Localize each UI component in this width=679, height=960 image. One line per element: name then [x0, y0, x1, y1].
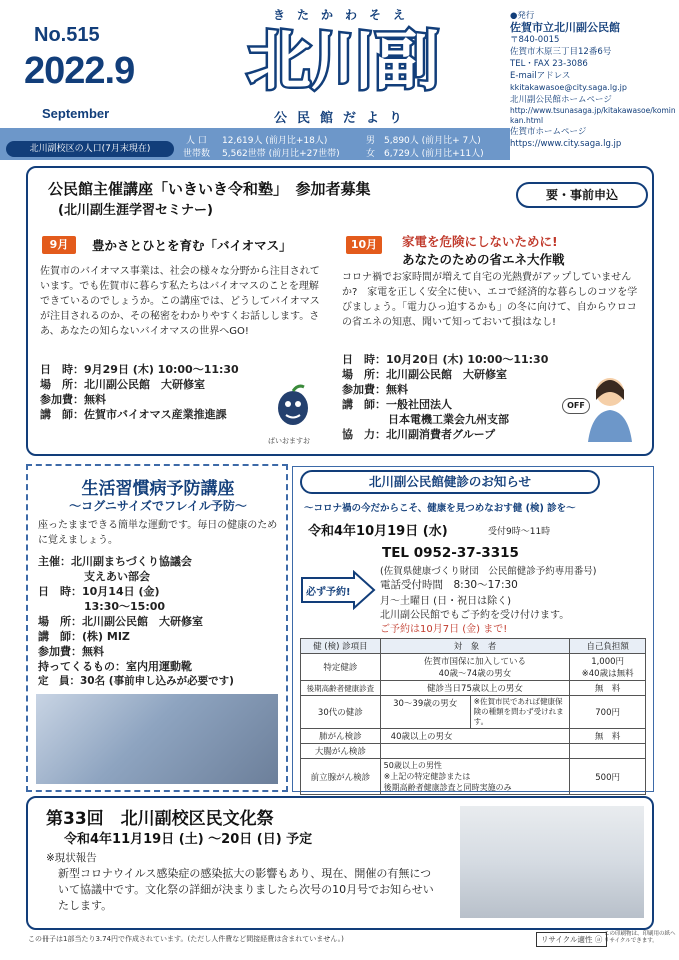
- oct-place: 北川副公民館 大研修室: [386, 368, 507, 381]
- publisher-hp-url[interactable]: http://www.tsunasaga.jp/kitakawasoe/kominkan.html: [510, 106, 676, 125]
- festival-photo: [460, 806, 644, 918]
- oct-date: 10月20日 (木) 10:00～11:30: [386, 353, 549, 366]
- male-label: 男: [366, 136, 376, 146]
- recycle-note: この印刷物は、印刷用の紙へリサイクルできます。: [604, 931, 676, 944]
- festival-title: 第33回 北川副校区民文化祭: [46, 809, 274, 829]
- publisher-postal: 〒840-0015: [510, 35, 560, 45]
- table-cell: 佐賀市国保に加入している 40歳～74歳の男女: [380, 654, 570, 681]
- newsletter-title: 北川副: [247, 25, 439, 99]
- lifestyle-lecturer: (株) MIZ: [82, 630, 130, 643]
- table-cell: 無 料: [570, 729, 646, 744]
- publisher-name: 佐賀市立北川副公民館: [510, 21, 620, 34]
- table-cell: [380, 744, 570, 759]
- lifestyle-date-1: 10月14日 (金): [82, 585, 160, 598]
- households-value: 5,562世帯 (前月比+27世帯): [222, 149, 340, 159]
- festival-body: 新型コロナウイルス感染症の感染拡大の影響もあり、現在、開催の有無について協議中です。文化祭の詳細が決まりましたら次号の10月号でお知らせいたします。: [58, 867, 434, 912]
- publisher-heading: ●発行: [510, 11, 535, 21]
- must-reserve: 必ず予約!: [306, 587, 351, 598]
- table-cell: [570, 744, 646, 759]
- sept-lecturer: 佐賀市バイオマス産業推進課: [84, 408, 227, 421]
- oct-body: コロナ禍でお家時間が増えて自宅の光熱費がアップしていませんか? 家電を正しく安全に使い、エコで経済的な暮らしのコツを学びましょう。「電力ひっ迫するかも」の冬に向けて、自からウロコの省エネの知恵、聞いて知っておいて損はなし!: [342, 272, 638, 328]
- checkup-days: 月～土曜日 (日・祝日は除く): [380, 596, 511, 607]
- lifestyle-fee-label: 参加費：: [38, 645, 82, 658]
- juku-title: 公民館主催講座「いきいき令和塾」 参加者募集: [48, 180, 371, 198]
- city-hp-url[interactable]: https://www.city.saga.lg.jp: [510, 139, 622, 149]
- biomass-mascot-icon: [268, 382, 318, 432]
- checkup-tel[interactable]: TEL 0952-37-3315: [382, 545, 519, 561]
- lifestyle-title: 生活習慣病予防講座: [81, 479, 235, 499]
- checkup-subtitle: ～コロナ禍の今だからこそ、健康を見つめなおす健 (検) 診を～: [304, 503, 576, 514]
- lifestyle-host-1: 北川副まちづくり協議会: [71, 555, 192, 568]
- sept-details: [40, 362, 300, 422]
- lifestyle-place-label: 場 所：: [38, 615, 82, 628]
- households-label: 世帯数: [183, 149, 211, 159]
- oct-fee: 無料: [386, 383, 408, 396]
- reservation-required-badge: 要・事前申込: [516, 182, 648, 208]
- lifestyle-lecturer-label: 講 師：: [38, 630, 82, 643]
- city-hp-label: 佐賀市ホームページ: [510, 127, 587, 137]
- festival-status-label: ※現状報告: [46, 852, 97, 864]
- table-row: [301, 681, 646, 696]
- newsletter-subtitle: 公民館だより: [273, 111, 412, 126]
- lifestyle-capacity: 30名 (事前申し込みが必要です): [80, 675, 234, 687]
- festival-date: 令和4年11月19日 (土) ～20日 (日) 予定: [64, 832, 313, 847]
- title-ruby: きたかわそえ: [272, 8, 417, 22]
- oct-fee-label: 参加費：: [342, 383, 386, 396]
- issue-number: No.515: [34, 24, 100, 46]
- publisher-hp-label: 北川副公民館ホームページ: [510, 95, 612, 105]
- table-cell: 特定健診: [301, 654, 381, 681]
- sept-month-tag: 9月: [42, 236, 76, 254]
- table-header-row: [301, 639, 646, 654]
- footer-cost-note: この冊子は1部当たり3.74円で作成されています。(ただし人件費など間接経費は含まれていません。): [28, 935, 344, 943]
- female-label: 女: [366, 149, 376, 159]
- mascot-caption: ばいおますお: [268, 437, 310, 445]
- oct-lecturer-label: 講 師：: [342, 398, 386, 411]
- table-row: [301, 654, 646, 681]
- table-header: 自己負担額: [570, 639, 646, 654]
- table-cell: [380, 696, 570, 729]
- publisher-tel: TEL・FAX 23-3086: [510, 59, 588, 69]
- sept-place-label: 場 所：: [40, 378, 84, 391]
- checkup-note: ※佐賀市民であれば健康保険の種類を問わず受けれます。: [473, 697, 564, 726]
- table-cell: 1,000円 ※40歳は無料: [570, 654, 646, 681]
- lifestyle-subtitle: ～コグニサイズでフレイル予防～: [69, 499, 247, 513]
- lifestyle-bring: 室内用運動靴: [126, 660, 192, 673]
- population-label: 北川副校区の人口(7月末現在): [6, 141, 174, 157]
- publisher-info: [510, 10, 679, 150]
- off-bubble: OFF: [562, 398, 590, 414]
- publisher-email[interactable]: kkitakawasoe@city.saga.lg.jp: [510, 83, 627, 92]
- lifestyle-fee: 無料: [82, 645, 104, 658]
- checkup-also: 北川副公民館でもご予約を受け付けます。: [380, 610, 570, 621]
- table-header: 健 (検) 診項目: [301, 639, 381, 654]
- checkup-hours: 電話受付時間 8:30～17:30: [380, 579, 518, 591]
- publisher-address: 佐賀市木原三丁目12番6号: [510, 47, 612, 57]
- sept-fee: 無料: [84, 393, 106, 406]
- lifestyle-host-2: 支えあい部会: [84, 570, 150, 583]
- table-row: [301, 696, 646, 729]
- table-cell: 40歳以上の男女: [380, 729, 570, 744]
- male-value: 5,890人 (前月比+ 7人): [384, 136, 481, 146]
- persons-value: 12,619人 (前月比+18人): [222, 136, 328, 146]
- table-cell: 30代の健診: [301, 696, 381, 729]
- table-row: [301, 744, 646, 759]
- lifestyle-date-2: 13:30～15:00: [84, 600, 166, 613]
- oct-place-label: 場 所：: [342, 368, 386, 381]
- table-cell: 無 料: [570, 681, 646, 696]
- table-row: [301, 729, 646, 744]
- lifestyle-capacity-label: 定 員：: [38, 675, 80, 687]
- sept-lecturer-label: 講 師：: [40, 408, 84, 421]
- lifestyle-date-label: 日 時：: [38, 585, 82, 598]
- oct-coop-label: 協 力：: [342, 428, 386, 441]
- checkup-date: 令和4年10月19日 (水): [308, 524, 448, 539]
- exercise-photo: [36, 694, 278, 784]
- issue-month: September: [42, 106, 110, 121]
- lifestyle-place: 北川副公民館 大研修室: [82, 615, 203, 628]
- lifestyle-host-label: 主催：: [38, 555, 71, 568]
- oct-heading-2: あなたのための省エネ大作戦: [402, 252, 565, 267]
- issue-date: 2022.9: [24, 50, 135, 92]
- table-cell: 前立腺がん検診: [301, 759, 381, 795]
- sept-body: 佐賀市のバイオマス事業は、社会の様々な分野から注目されています。でも佐賀市に暮らす私たちはバイオマスのことを理解できているのでしょうか。この講座では、どうしてバイオマスが注目されるのか、その秘密をわかりやすくお話しします。さあ、あなたの知らないバイオマスの世界へGO!: [40, 266, 320, 337]
- oct-month-tag: 10月: [346, 236, 382, 254]
- lifestyle-bring-label: 持ってくるもの：: [38, 660, 126, 673]
- oct-lecturer-1: 一般社団法人: [386, 398, 452, 411]
- female-value: 6,729人 (前月比+11人): [384, 149, 484, 159]
- oct-lecturer-2: 日本電機工業会九州支部: [388, 413, 509, 426]
- checkup-reception: 受付9時～11時: [488, 527, 551, 537]
- table-cell: 大腸がん検診: [301, 744, 381, 759]
- table-cell: 700円: [570, 696, 646, 729]
- recycle-badge: リサイクル適性 ⓐ: [536, 932, 607, 947]
- checkup-title: 北川副公民館健診のお知らせ: [300, 470, 600, 494]
- checkup-tel-note: (佐賀県健康づくり財団 公民館健診予約専用番号): [380, 566, 597, 577]
- sept-date-label: 日 時：: [40, 363, 84, 376]
- table-row: [301, 759, 646, 795]
- checkup-deadline: ご予約は10月7日 (金) まで!: [380, 624, 508, 635]
- persons-label: 人 口: [186, 136, 207, 146]
- oct-coop: 北川副消費者グループ: [386, 428, 496, 441]
- table-cell-target: 30～39歳の男女: [381, 696, 471, 728]
- table-cell: 健診当日75歳以上の男女: [380, 681, 570, 696]
- publisher-email-label: E-mailアドレス: [510, 71, 571, 81]
- oct-date-label: 日 時：: [342, 353, 386, 366]
- sept-date: 9月29日 (木) 10:00～11:30: [84, 363, 239, 376]
- table-cell: 後期高齢者健康診査: [301, 681, 381, 696]
- juku-subtitle: (北川副生涯学習セミナー): [58, 203, 213, 218]
- oct-heading-1: 家電を危険にしないために!: [402, 234, 558, 249]
- table-cell: 50歳以上の男性 ※上記の特定健診または 後期高齢者健康診査と同時実施のみ: [380, 759, 570, 795]
- table-cell: 肺がん検診: [301, 729, 381, 744]
- sept-place: 北川副公民館 大研修室: [84, 378, 205, 391]
- lifestyle-details: [38, 554, 282, 689]
- sept-heading: 豊かさとひとを育む「バイオマス」: [92, 238, 292, 253]
- sept-fee-label: 参加費：: [40, 393, 84, 406]
- checkup-table: [300, 638, 646, 795]
- lifestyle-body: 座ったままできる簡単な運動です。毎日の健康のために覚えましょう。: [38, 520, 278, 546]
- table-header: 対 象 者: [380, 639, 570, 654]
- table-cell: 500円: [570, 759, 646, 795]
